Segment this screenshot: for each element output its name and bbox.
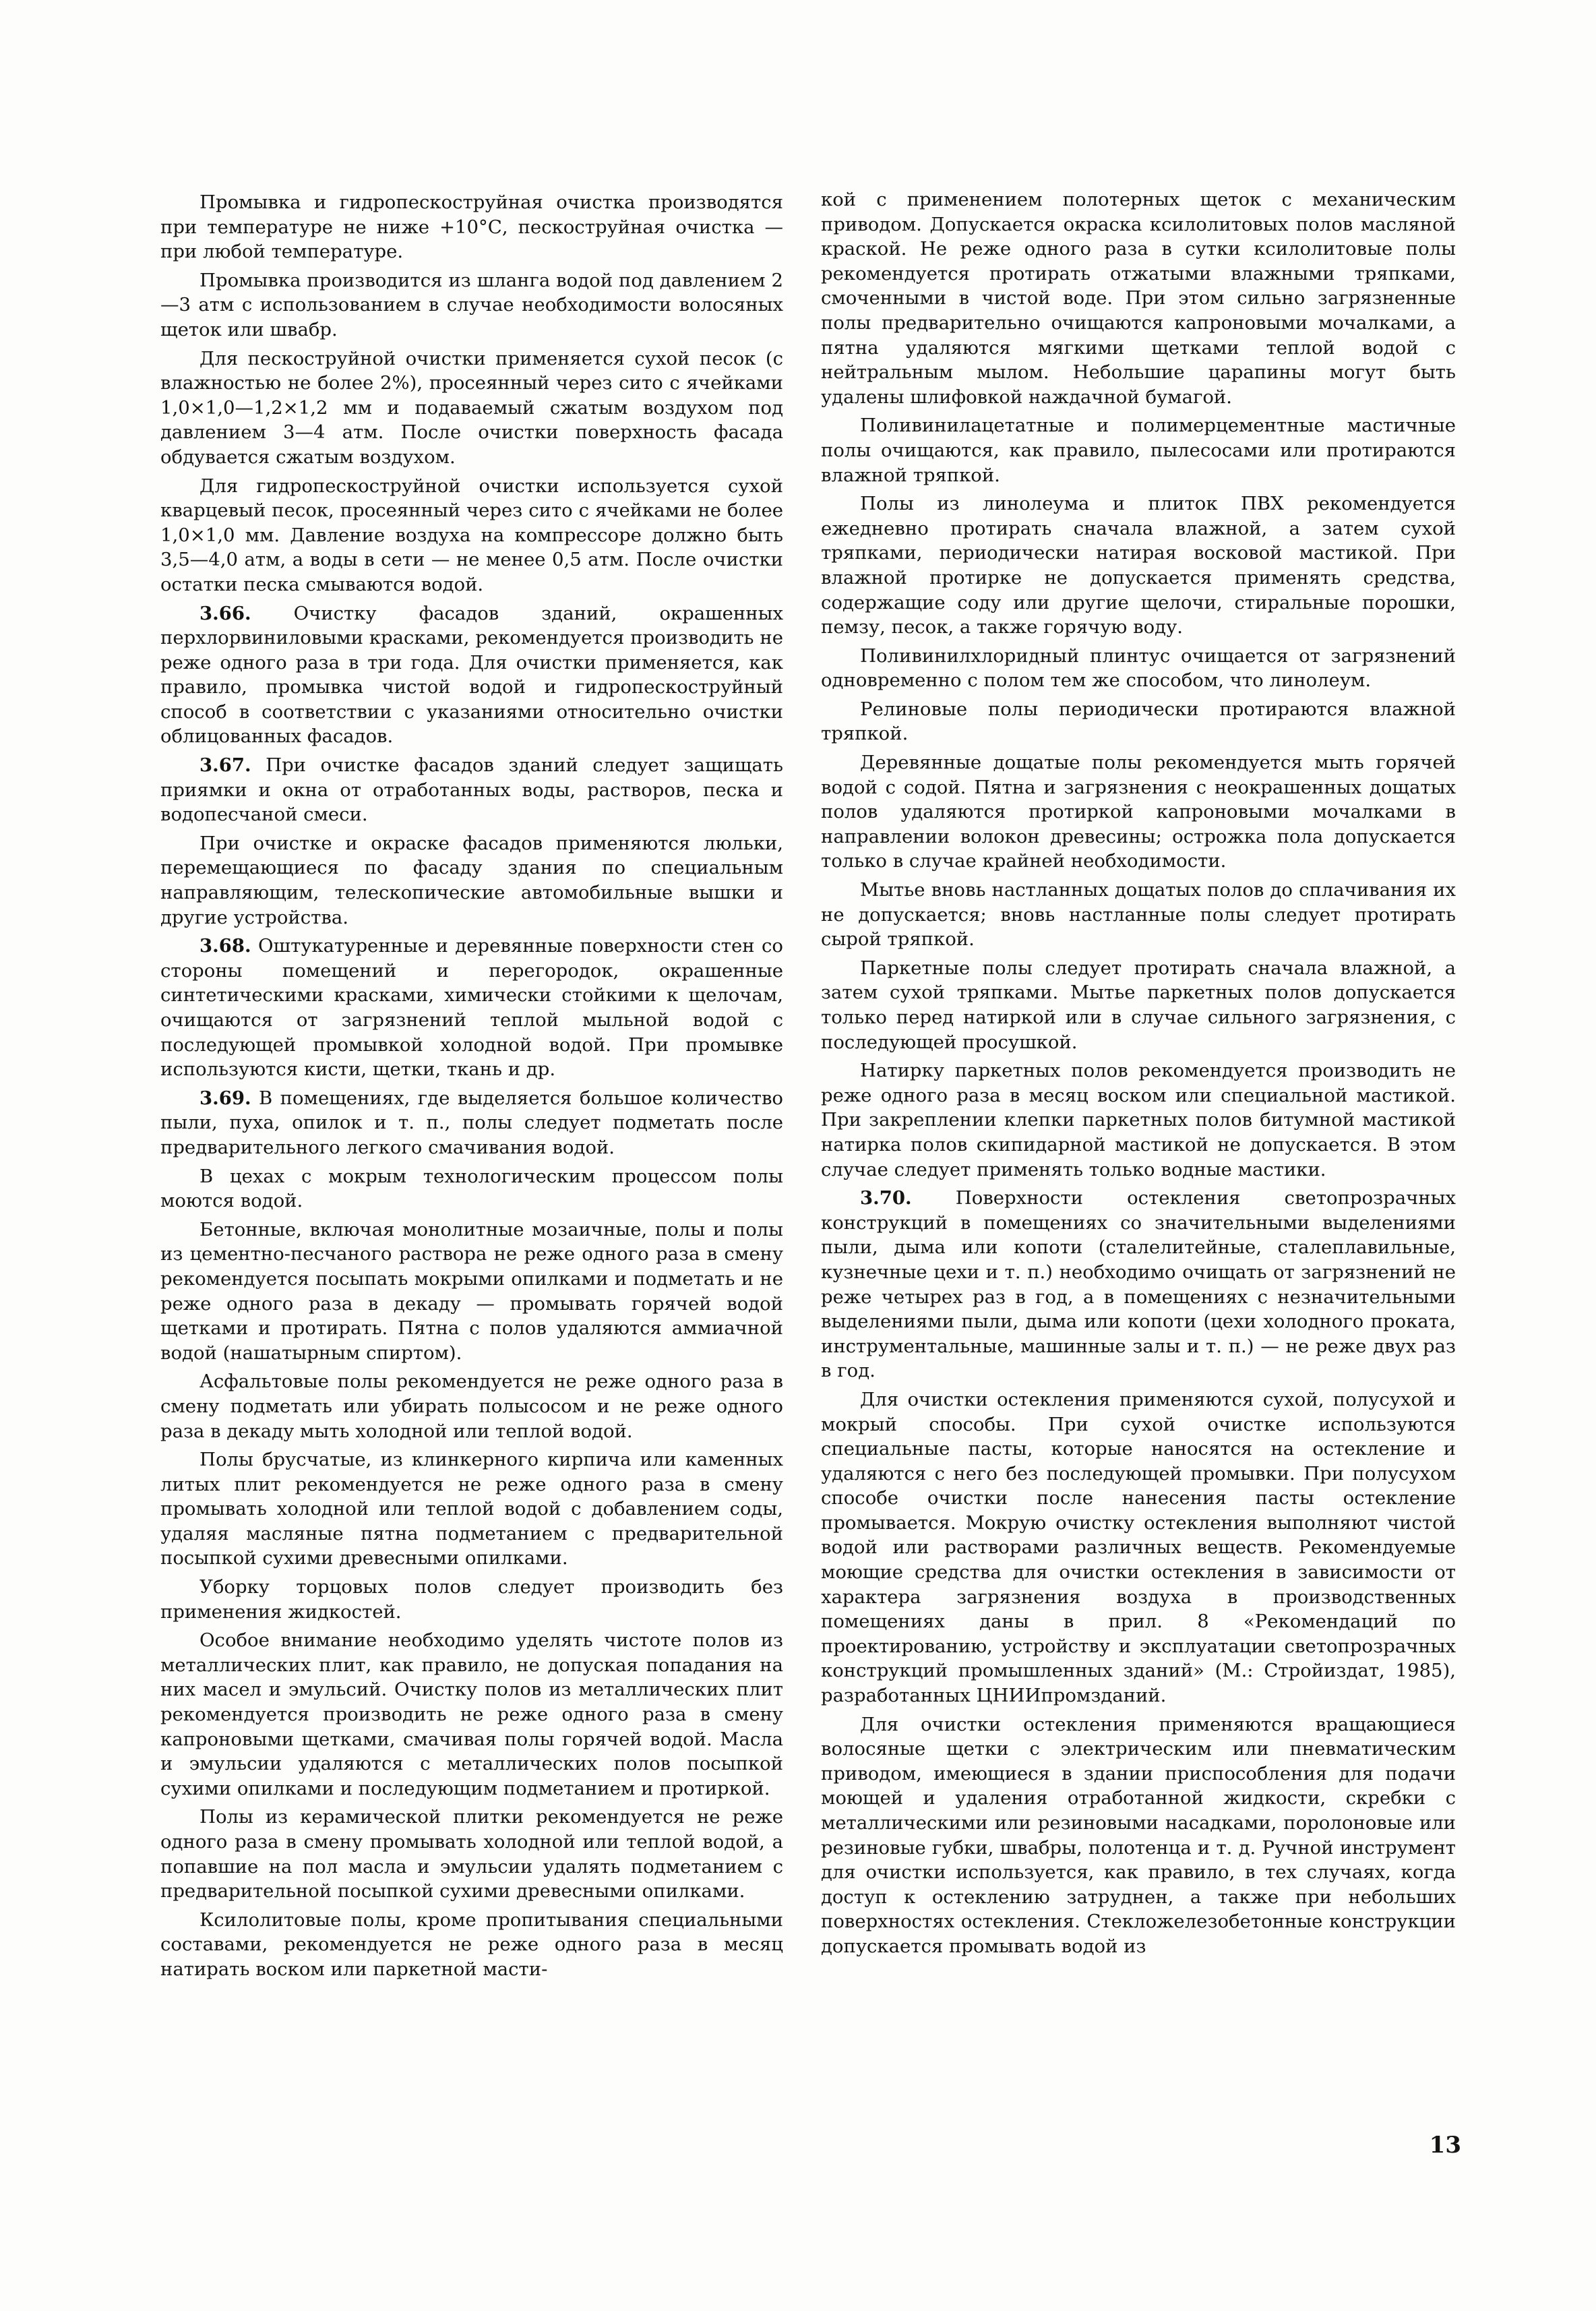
paragraph: Деревянные дощатые полы рекомендуется мыть горячей водой с содой. Пятна и загрязнения с неокрашенных дощатых полов удаляются протиркой капроновыми мочалками в направлении волокон древесины; острожка пола допускается только в случае крайней необходимости.	[821, 752, 1456, 872]
paragraph: В цехах с мокрым технологическим процессом полы моются водой.	[160, 1165, 783, 1212]
paragraph: Асфальтовые полы рекомендуется не реже одного раза в смену подметать или убирать полысосом и не реже одного раза в декаду мыть холодной или теплой водой.	[160, 1371, 783, 1442]
paragraph: Для очистки остекления применяются вращающиеся волосяные щетки с электрическим или пневматическим приводом, имеющиеся в здании приспособления для подачи моющей и удаления отработанной жидкости, скребки с металлическими или резиновыми насадками, поролоновые или резиновые губки, швабры, полотенца и т. д. Ручной инструмент для очистки используется, как правило, в тех случаях, когда доступ к остеклению затруднен, а также при небольших поверхностях остекления. Стекложелезобетонные конструкции допускается промывать водой из	[821, 1713, 1456, 1957]
paragraph: Полы брусчатые, из клинкерного кирпича или каменных литых плит рекомендуется не реже одного раза в смену промывать холодной или теплой водой с добавлением соды, удаляя масляные пятна подметанием с предварительной посыпкой сухими древесными опилками.	[160, 1449, 783, 1569]
continued-paragraph: кой с применением полотерных щеток с механическим приводом. Допускается окраска ксилолитовых полов масляной краской. Не реже одного раза в сутки ксилолитовые полы рекомендуется протирать отжатыми влажными тряпками, смоченными в чистой воде. При этом сильно загрязненные полы предварительно очищаются капроновыми мочалками, а пятна удаляются мягкими щетками теплой водой с нейтральным мылом. Небольшие царапины могут быть удалены шлифовкой наждачной бумагой.	[821, 189, 1456, 408]
numbered-paragraph	[160, 1086, 783, 1160]
paragraph: Для очистки остекления применяются сухой, полусухой и мокрый способы. При сухой очистке используются специальные пасты, которые наносятся на остекление и удаляются с него без последующей промывки. При полусухом способе очистки после нанесения пасты остекление промывается. Мокрую очистку остекления выполняют чистой водой или растворами различных веществ. Рекомендуемые моющие средства для очистки остекления в зависимости от характера загрязнения воздуха в производственных помещениях даны в прил. 8 «Рекомендаций по проектированию, устройству и эксплуатации светопрозрачных конструкций промышленных зданий» (М.: Стройиздат, 1985), разработанных ЦНИИпромзданий.	[821, 1388, 1456, 1707]
paragraph-text: Оштукатуренные и деревянные поверхности стен со стороны помещений и перегородок, окрашенные синтетическими красками, химически стойкими к щелочам, очищаются от загрязнений теплой мыльной водой с последующей промывкой холодной водой. При промывке используются кисти, щетки, ткань и др.	[160, 935, 783, 1081]
section-number: 3.66.	[200, 602, 251, 624]
paragraph: Натирку паркетных полов рекомендуется производить не реже одного раза в месяц воском или специальной мастикой. При закреплении клепки паркетных полов битумной мастикой натирка полов скипидарной мастикой не допускается. В этом случае следует применять только водные мастики.	[821, 1060, 1456, 1180]
paragraph: Ксилолитовые полы, кроме пропитывания специальными составами, рекомендуется не реже одного раза в месяц натирать воском или паркетной масти-	[160, 1909, 783, 1980]
section-number: 3.69.	[200, 1087, 251, 1109]
paragraph: Мытье вновь настланных дощатых полов до сплачивания их не допускается; вновь настланные полы следует протирать сырой тряпкой.	[821, 879, 1456, 951]
numbered-paragraph	[160, 601, 783, 750]
paragraph-text: Поверхности остекления светопрозрачных конструкций в помещениях со значительными выделениями пыли, дыма или копоти (сталелитейные, сталеплавильные, кузнечные цехи и т. п.) необходимо очищать от загрязнений не реже четырех раз в год, а в помещениях с незначительными выделениями пыли, дыма или копоти (цехи холодного проката, инструментальные, машинные залы и т. п.) — не реже двух раз в год.	[821, 1187, 1456, 1382]
numbered-paragraph	[160, 934, 783, 1082]
right-text-column	[821, 187, 1456, 1959]
paragraph: Полы из линолеума и плиток ПВХ рекомендуется ежедневно протирать сначала влажной, а затем сухой тряпками, периодически натирая восковой мастикой. При влажной протирке не допускается применять средства, содержащие соду или другие щелочи, стиральные порошки, пемзу, песок, а также горячую воду.	[821, 493, 1456, 638]
paragraph-text: В помещениях, где выделяется большое количество пыли, пуха, опилок и т. п., полы следует подметать после предварительного легкого смачивания водой.	[160, 1087, 783, 1158]
section-number: 3.70.	[860, 1187, 912, 1209]
paragraph: Полы из керамической плитки рекомендуется не реже одного раза в смену промывать холодной или теплой водой, а попавшие на пол масла и эмульсии удалять подметанием с предварительной посыпкой сухими древесными опилками.	[160, 1806, 783, 1902]
left-text-column	[160, 190, 783, 1982]
paragraph: Промывка производится из шланга водой под давлением 2—3 атм с использованием в случае необходимости волосяных щеток или швабр.	[160, 269, 783, 340]
paragraph: Особое внимание необходимо уделять чистоте полов из металлических плит, как правило, не допуская попадания на них масел и эмульсий. Очистку полов из металлических плит рекомендуется производить не реже одного раза в смену капроновыми щетками, смачивая полы горячей водой. Масла и эмульсии удаляются с металлических полов посыпкой сухими опилками и последующим подметанием и протиркой.	[160, 1629, 783, 1799]
paragraph-text: Очистку фасадов зданий, окрашенных перхлорвиниловыми красками, рекомендуется производить не реже одного раза в три года. Для очистки применяется, как правило, промывка чистой водой и гидропескоструйный способ в соответствии с указаниями относительно очистки облицованных фасадов.	[160, 602, 783, 748]
paragraph: Для гидропескоструйной очистки используется сухой кварцевый песок, просеянный через сито с ячейками не более 1,0×1,0 мм. Давление воздуха на компрессоре должно быть 3,5—4,0 атм, а воды в сети — не менее 0,5 атм. После очистки остатки песка смываются водой.	[160, 475, 783, 595]
paragraph-text: При очистке фасадов зданий следует защищать приямки и окна от отработанных воды, растворов, песка и водопесчаной смеси.	[160, 754, 783, 826]
section-number: 3.67.	[200, 754, 251, 777]
numbered-paragraph	[160, 753, 783, 827]
numbered-paragraph	[821, 1186, 1456, 1383]
section-number: 3.68.	[200, 935, 251, 957]
page-number: 13	[1429, 2132, 1461, 2159]
paragraph: Релиновые полы периодически протираются влажной тряпкой.	[821, 698, 1456, 745]
paragraph: При очистке и окраске фасадов применяются люльки, перемещающиеся по фасаду здания по специальным направляющим, телескопические автомобильные вышки и другие устройства.	[160, 832, 783, 928]
paragraph: Уборку торцовых полов следует производить без применения жидкостей.	[160, 1576, 783, 1623]
paragraph: Бетонные, включая монолитные мозаичные, полы и полы из цементно-песчаного раствора не реже одного раза в смену рекомендуется посыпать мокрыми опилками и подметать и не реже одного раза в декаду — промывать горячей водой щетками и протирать. Пятна с полов удаляются аммиачной водой (нашатырным спиртом).	[160, 1218, 783, 1364]
paragraph: Поливинилхлоридный плинтус очищается от загрязнений одновременно с полом тем же способом, что линолеум.	[821, 644, 1456, 692]
paragraph: Промывка и гидропескоструйная очистка производятся при температуре не ниже +10°С, пескоструйная очистка — при любой температуре.	[160, 191, 783, 263]
paragraph: Паркетные полы следует протирать сначала влажной, а затем сухой тряпками. Мытье паркетных полов допускается только перед натиркой или в случае сильного загрязнения, с последующей просушкой.	[821, 957, 1456, 1053]
paragraph: Для пескоструйной очистки применяется сухой песок (с влажностью не более 2%), просеянный через сито с ячейками 1,0×1,0—1,2×1,2 мм и подаваемый сжатым воздухом под давлением 3—4 атм. После очистки поверхность фасада обдувается сжатым воздухом.	[160, 347, 783, 468]
paragraph: Поливинилацетатные и полимерцементные мастичные полы очищаются, как правило, пылесосами или протираются влажной тряпкой.	[821, 415, 1456, 486]
